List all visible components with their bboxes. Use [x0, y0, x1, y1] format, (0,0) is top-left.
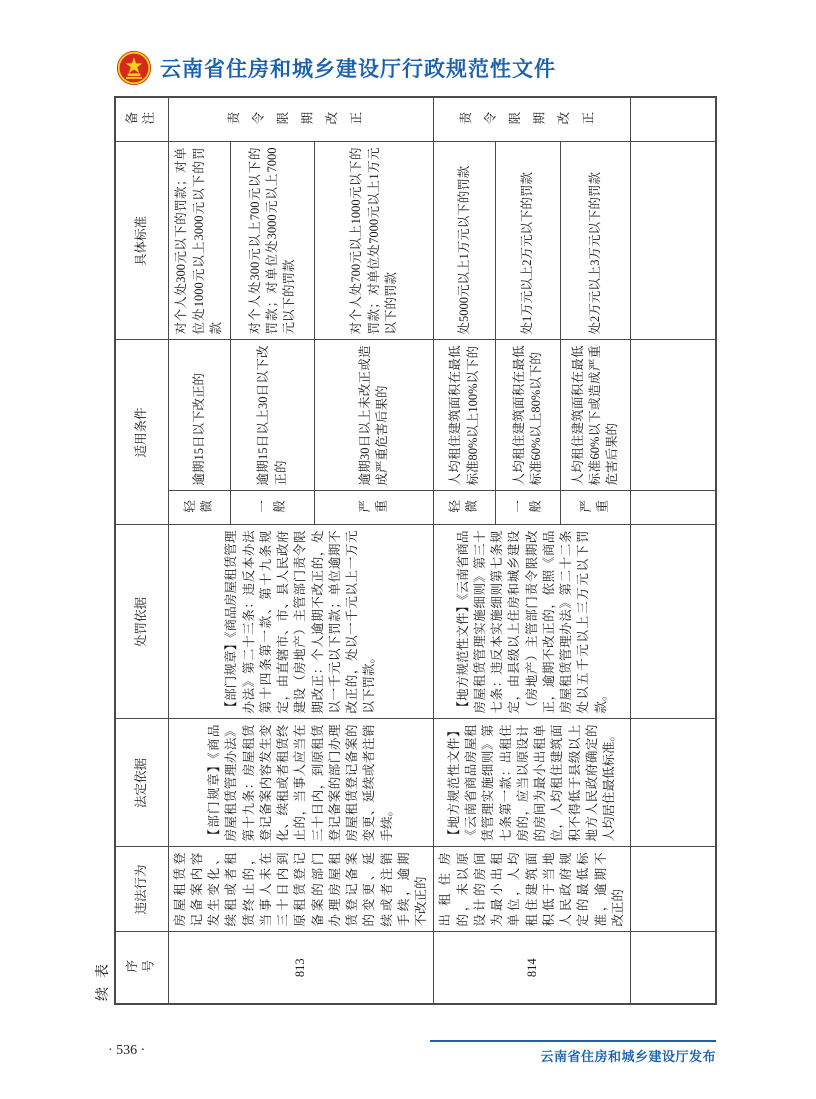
table-row-empty	[631, 97, 716, 1004]
col-header-condition: 适用条件	[115, 340, 168, 525]
col-header-remark: 备注	[115, 97, 168, 142]
violation-cell-814: 出租住房的，未以原设计的房间为最小出租单位，人均租住建筑面积低于当地人民政府规定的最低标准，逾期不改正的	[434, 847, 631, 932]
grade-level-cell: 一般	[230, 491, 315, 525]
penalty-basis-cell-813: 【部门规章】《商品房屋租赁管理办法》第二十三条：违反本办法第十四条第一款、第十九条规定，由直辖市、市、县人民政府建设（房地产）主管部门责令限期改正：个人逾期不改正的，处以一千元以下罚款；单位逾期不改正的，处以一千元以上一万元以下罚款。	[168, 525, 434, 719]
grade-level-cell: 轻微	[168, 491, 230, 525]
standard-cell: 对个人处300元以上700元以下的罚款；对单位处3000元以上7000元以下的罚款	[230, 142, 315, 340]
page-title: 云南省住房和城乡建设厅行政规范性文件	[160, 57, 556, 81]
legal-basis-cell-814: 【地方规范性文件】《云南省商品房屋租赁管理实施细则》第七条第一款：出租住房的，应当以原设计的房间为最小出租单位，人均租住建筑面积不得低于县级以上地方人民政府确定的人均居住最低标准。	[434, 719, 631, 847]
standard-cell: 对个人处700元以上1000元以下的罚款；对单位处7000元以上1万元以下的罚款	[315, 142, 434, 340]
col-header-standard: 具体标准	[115, 142, 168, 340]
violation-cell-813: 房屋租赁登记备案内容发生变化、续租或者租赁终止的，当事人未在三十日内到原租赁登记备案的部门办理房屋租赁登记备案的变更、延续或者注销手续，逾期不改正的	[168, 847, 434, 932]
serial-cell-814: 814	[434, 932, 631, 1004]
doc-header	[116, 50, 556, 86]
table-row	[168, 97, 230, 1004]
publisher-label: 云南省住房和城乡建设厅发布	[540, 1049, 716, 1064]
standard-cell: 对个人处300元以下的罚款；对单位处1000元以上3000元以下的罚款	[168, 142, 230, 340]
grade-level-cell: 严重	[315, 491, 434, 525]
penalty-basis-cell-814: 【地方规范性文件】《云南省商品房屋租赁管理实施细则》第三十七条：违反本实施细则第七条规定，由县级以上住房和城乡建设（房地产）主管部门责令限期改正，逾期不改正的，依照《商品房屋租赁管理办法》第二十二条处以五千元以上三万元以下罚款。	[434, 525, 631, 719]
penalty-discretion-table	[114, 96, 717, 1005]
table-header-row	[115, 97, 168, 1004]
continued-table-label: 续表	[96, 955, 111, 1001]
grade-level-cell: 一般	[495, 491, 561, 525]
condition-cell: 人均租住建筑面积在最低标准60%以下或造成严重危害后果的	[561, 340, 631, 491]
legal-basis-cell-813: 【部门规章】《商品房屋租赁管理办法》第十九条：房屋租赁登记备案内容发生变化、续租或者租赁终止的，当事人应当在三十日内，到原租赁登记备案的部门办理房屋租赁登记备案的变更、延续或者注销手续。	[168, 719, 434, 847]
col-header-legal-basis: 法定依据	[115, 719, 168, 847]
col-header-penalty-basis: 处罚依据	[115, 525, 168, 719]
standard-cell: 处5000元以上1万元以下的罚款	[434, 142, 496, 340]
condition-cell: 逾期15日以上30日以下改正的	[230, 340, 315, 491]
national-emblem-icon	[116, 50, 152, 86]
remark-cell-814: 责令限期改正	[434, 97, 631, 142]
grade-level-cell: 严重	[561, 491, 631, 525]
condition-cell: 人均租住建筑面积在最低标准60%以上80%以下的	[495, 340, 561, 491]
page-number: · 536 ·	[108, 1043, 146, 1058]
footer-rule	[430, 1040, 716, 1042]
remark-cell-813: 责令限期改正	[168, 97, 434, 142]
serial-cell-813: 813	[168, 932, 434, 1004]
rotated-table-region	[96, 98, 713, 1007]
col-header-serial: 序号	[115, 932, 168, 1004]
col-header-violation: 违法行为	[115, 847, 168, 932]
table-row	[434, 97, 496, 1004]
standard-cell: 处1万元以上2万元以下的罚款	[495, 142, 561, 340]
grade-level-cell: 轻微	[434, 491, 496, 525]
condition-cell: 逾期15日以下改正的	[168, 340, 230, 491]
standard-cell: 处2万元以上3万元以下的罚款	[561, 142, 631, 340]
condition-cell: 人均租住建筑面积在最低标准80%以上100%以下的	[434, 340, 496, 491]
condition-cell: 逾期30日以上未改正或造成严重危害后果的	[315, 340, 434, 491]
